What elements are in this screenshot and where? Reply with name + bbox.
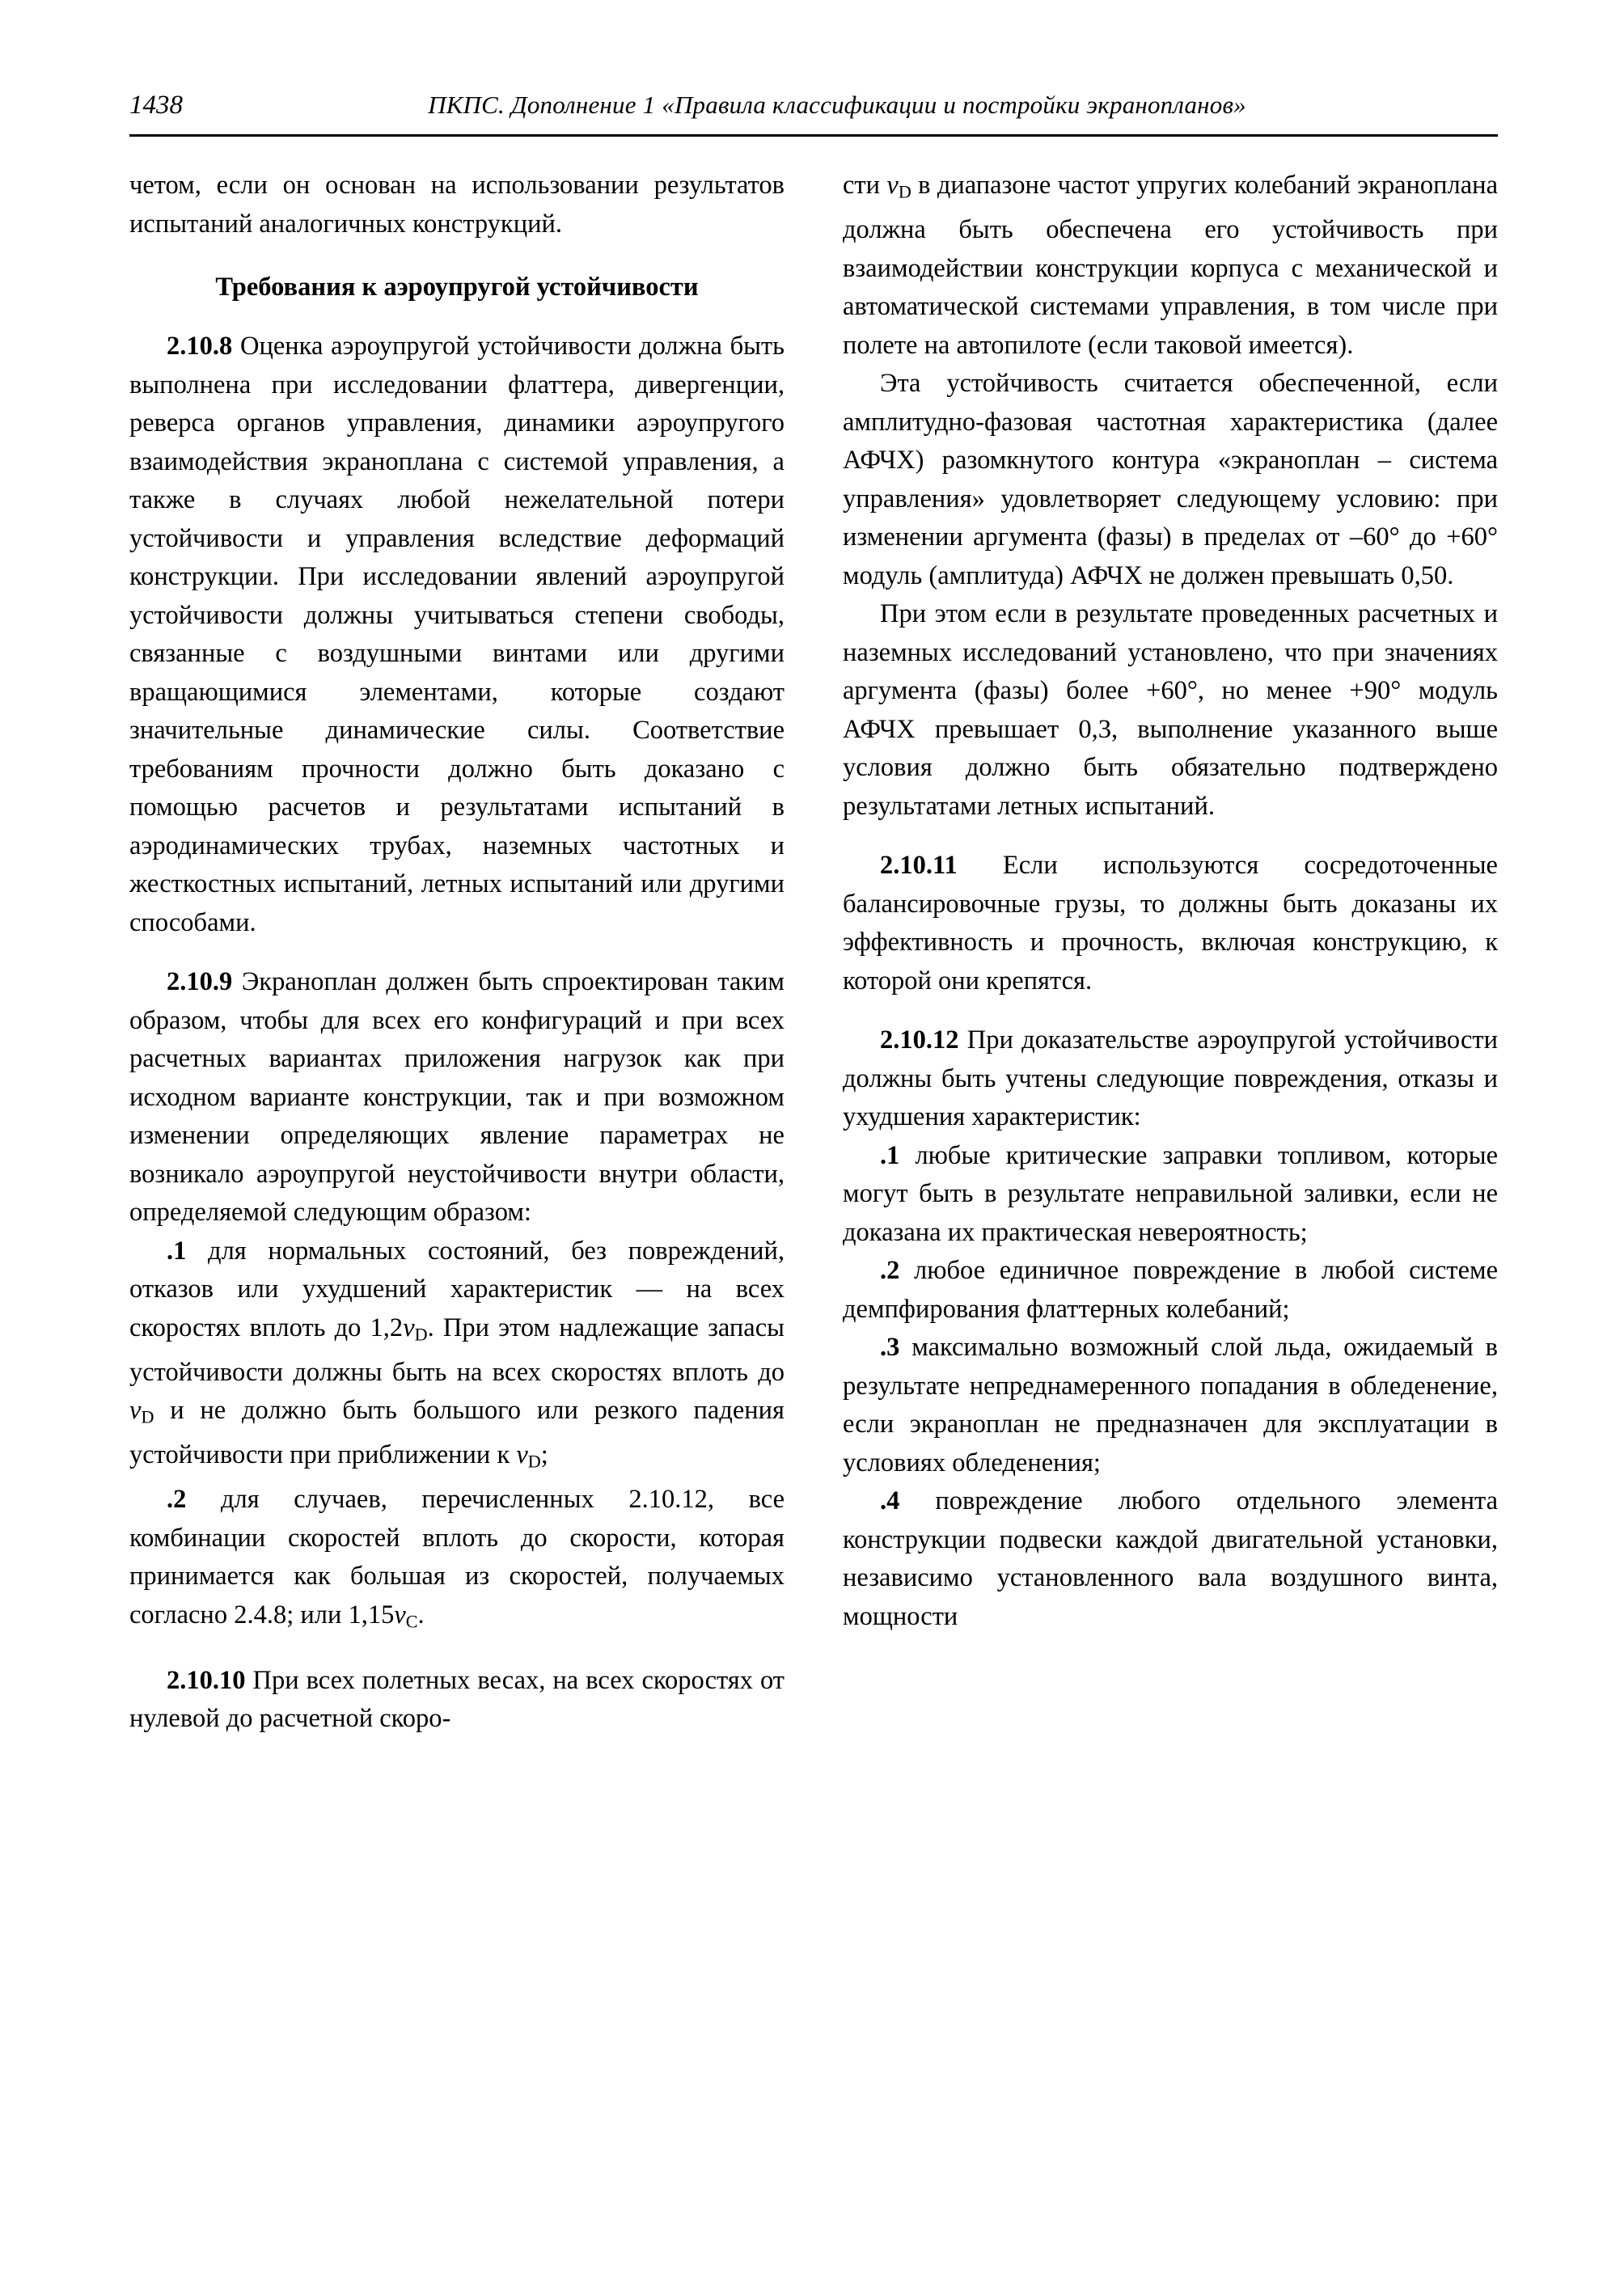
continued-text-post: в диапазоне частот упругих колебаний экраноплана должна быть обеспечена его устойчивость при взаимодействии конструкции корпуса с механической и автоматической системами управления, в том числе при полете на автопилоте (если таковой имеется). bbox=[843, 171, 1498, 360]
page-header bbox=[129, 91, 1496, 120]
paragraph-continued: четом, если он основан на использовании результатов испытаний аналогичных конструкций. bbox=[129, 171, 785, 239]
clause-text: При всех полетных весах, на всех скоростях от нулевой до расчетной скоро- bbox=[129, 1665, 785, 1734]
paragraph-additional-condition: При этом если в результате проведенных расчетных и наземных исследований установлено, что при значениях аргумента (фазы) более +60°, но менее +90° модуль АФЧХ превышает 0,3, выполнение указанного выше условия должно быть обязательно подтверждено результатами летных испытаний. bbox=[843, 599, 1498, 821]
paragraph-gap bbox=[129, 942, 785, 963]
paragraph-gap bbox=[129, 1641, 785, 1662]
item-text-part-2: . При этом надлежащие запасы устойчивости должны быть на всех скоростях вплоть до bbox=[129, 1312, 785, 1387]
clause-number: 2.10.10 bbox=[167, 1665, 246, 1695]
clause-2-10-10 bbox=[129, 1662, 785, 1739]
item-marker: .2 bbox=[880, 1256, 900, 1286]
item-text: любое единичное повреждение в любой системе демпфирования флаттерных колебаний; bbox=[843, 1256, 1498, 1324]
item-text: максимально возможный слой льда, ожидаемый в результате непреднамеренного попадания в обледенение, если экраноплан не предназначен для эксплуатации в условиях обледенения; bbox=[843, 1333, 1498, 1477]
clause-text: Оценка аэроупругой устойчивости должна быть выполнена при исследовании флаттера, дивергенции, реверса органов управления, динамики аэроупругого взаимодействия экраноплана с системой управления, а также в случаях любой нежелательной потери устойчивости и управления вследствие деформаций конструкции. При исследовании явлений аэроупругой устойчивости должны учитываться степени свободы, связанные с воздушными винтами или другими вращающимися элементами, которые создают значительные динамические силы. Соответствие требованиям прочности должно быть доказано с помощью расчетов и результатами испытаний в аэродинамических трубах, наземных частотных и жесткостных испытаний, летных испытаний или другими способами. bbox=[129, 332, 785, 937]
item-text: любые критические заправки топливом, которые могут быть в результате неправильной заливки, если не доказана их практическая невероятность; bbox=[843, 1140, 1498, 1247]
clause-2-10-11 bbox=[843, 847, 1498, 1000]
clause-2-10-8 bbox=[129, 328, 785, 942]
clause-number: 2.10.9 bbox=[167, 967, 233, 996]
section-heading: Требования к аэроупругой устойчивости bbox=[215, 273, 699, 302]
clause-text: При доказательстве аэроупругой устойчивости должны быть учтены следующие повреждения, отказы и ухудшения характеристик: bbox=[843, 1025, 1499, 1132]
clause-number: 2.10.12 bbox=[880, 1025, 959, 1055]
clause-2-10-12-item-1 bbox=[843, 1137, 1498, 1253]
symbol-sub-d: D bbox=[898, 181, 911, 202]
symbol-v: v bbox=[886, 171, 899, 200]
clause-2-10-9-item-1 bbox=[129, 1232, 785, 1482]
clause-text: Если используются сосредоточенные балансировочные грузы, то должны быть доказаны их эффективность и прочность, включая конструкцию, к которой они крепятся. bbox=[843, 851, 1498, 995]
clause-text: Экраноплан должен быть спроектирован таким образом, чтобы для всех его конфигураций и при всех расчетных вариантах приложения нагрузок как при исходном варианте конструкции, так и при возможном изменении определяющих явление параметрах не возникало аэроупругой неустойчивости внутри области, определяемой следующим образом: bbox=[129, 967, 785, 1227]
item-marker: .4 bbox=[880, 1486, 900, 1516]
header-title: ПКПС. Дополнение 1 «Правила классификации и постройки экранопланов» bbox=[428, 91, 1246, 119]
clause-number: 2.10.8 bbox=[167, 332, 233, 361]
paragraph-gap bbox=[843, 826, 1498, 847]
paragraph-stability-condition: Эта устойчивость считается обеспеченной, если амплитудно-фазовая частотная характеристика (далее АФЧХ) разомкнутого контура «экраноплан – система управления» удовлетворяет следующему условию: при изменении аргумента (фазы) в пределах от –60° до +60° модуль (амплитуда) АФЧХ не должен превышать 0,50. bbox=[843, 369, 1498, 590]
item-marker: .2 bbox=[167, 1485, 187, 1515]
clause-2-10-9 bbox=[129, 963, 785, 1232]
symbol-sub-c: C bbox=[405, 1611, 418, 1632]
item-marker: .1 bbox=[167, 1236, 187, 1266]
symbol-sub-d: D bbox=[141, 1406, 154, 1427]
item-text-part-3: и не должно быть большого или резкого падения устойчивости при приближении к bbox=[129, 1396, 785, 1470]
clause-2-10-12 bbox=[843, 1021, 1498, 1137]
two-column-body bbox=[129, 167, 1498, 1739]
header-divider bbox=[129, 134, 1498, 137]
symbol-sub-d: D bbox=[414, 1324, 428, 1345]
clause-number: 2.10.11 bbox=[880, 851, 958, 881]
symbol-v: v bbox=[403, 1312, 415, 1342]
item-text-part-1: для случаев, перечисленных 2.10.12, все комбинации скоростей вплоть до скорости, которая принимается как большая из скоростей, получаемых согласно 2.4.8; или 1,15 bbox=[129, 1485, 785, 1629]
clause-2-10-12-item-3 bbox=[843, 1329, 1498, 1482]
clause-2-10-12-item-4 bbox=[843, 1482, 1498, 1636]
symbol-v: v bbox=[394, 1600, 406, 1629]
clause-2-10-9-item-2 bbox=[129, 1481, 785, 1641]
clause-2-10-12-item-2 bbox=[843, 1252, 1498, 1329]
item-text-part-2: . bbox=[417, 1600, 425, 1629]
item-text-part-1: для нормальных состояний, без повреждений, отказов или ухудшений характеристик — на всех скоростях вплоть до 1,2 bbox=[129, 1236, 785, 1342]
symbol-v: v bbox=[129, 1396, 142, 1426]
item-text: повреждение любого отдельного элемента конструкции подвески каждой двигательной установки, независимо установленного вала воздушного винта, мощности bbox=[843, 1486, 1498, 1631]
item-marker: .3 bbox=[880, 1333, 900, 1363]
item-marker: .1 bbox=[880, 1140, 900, 1170]
item-text-part-4: ; bbox=[540, 1440, 548, 1470]
symbol-v: v bbox=[516, 1440, 528, 1470]
paragraph-continued bbox=[843, 167, 1498, 365]
symbol-sub-d: D bbox=[527, 1451, 541, 1472]
continued-text-pre: сти bbox=[843, 171, 887, 200]
right-column bbox=[843, 167, 1498, 1739]
page-number: 1438 bbox=[129, 91, 183, 120]
paragraph-gap bbox=[843, 1000, 1498, 1021]
left-column bbox=[129, 167, 785, 1739]
